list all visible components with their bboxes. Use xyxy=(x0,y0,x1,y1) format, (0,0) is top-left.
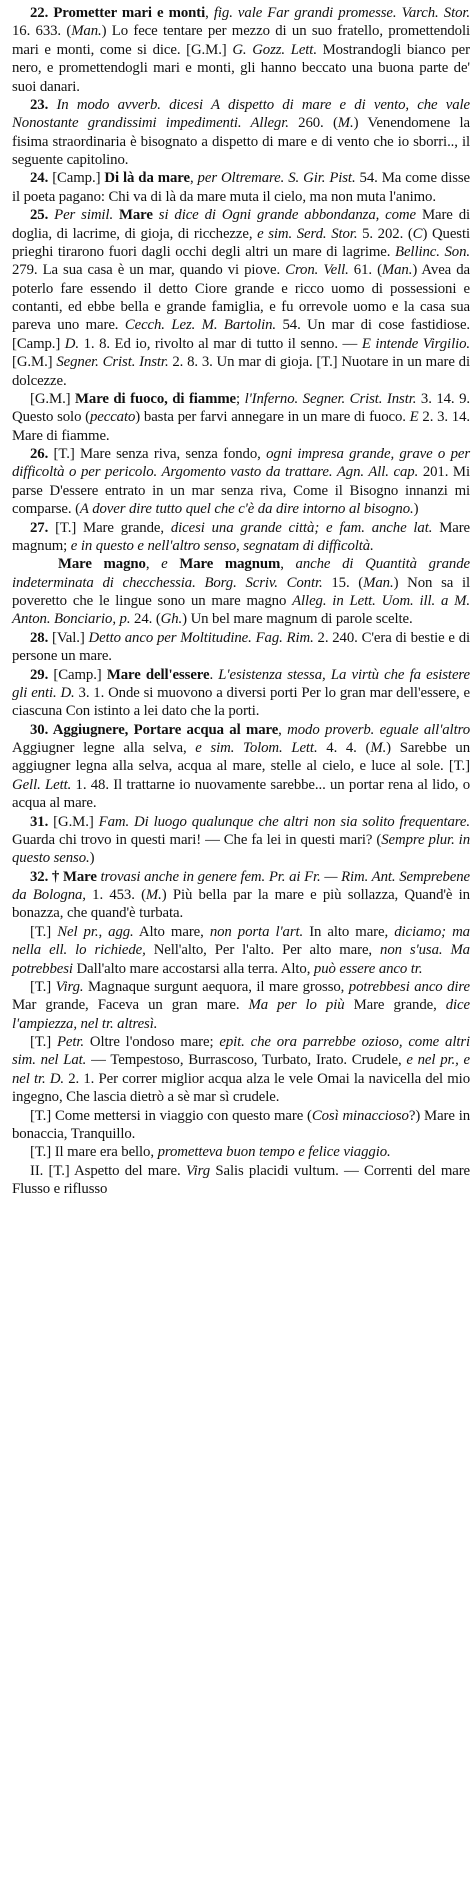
italic-text: modo proverb. eguale all'altro xyxy=(287,721,470,738)
headword: Prometter mari e monti xyxy=(53,5,206,21)
entry-text: [Camp.] xyxy=(52,170,105,187)
italic-text: L'esistenza stessa, La virtù che fa esistere gli enti. D. xyxy=(12,666,470,701)
italic-text: dice l'ampiezza, nel tr. altresì. xyxy=(12,997,470,1032)
entry-text: ) Più bella par la mare e più sollazza, Quand'è in bonazza, che quand'è turbata. xyxy=(12,887,470,922)
dictionary-entry-e32f xyxy=(12,1143,470,1161)
headword: Mare xyxy=(119,207,153,224)
italic-text: e sim. Tolom. Lett. xyxy=(195,740,318,756)
italic-text: G. Gozz. Lett. xyxy=(232,41,317,58)
entry-text: Alto mare, xyxy=(133,923,210,940)
entry-text: 1. 8. Ed io, rivolto al mar di tutto il senno. — xyxy=(78,335,362,352)
italic-text: E intende Virgilio. xyxy=(361,335,470,352)
italic-text: Alleg. in Lett. Uom. ill. a M. Anton. Bonciario, p. xyxy=(12,593,470,628)
italic-text: A dover dire tutto quel che c'è da dire intorno al bisogno. xyxy=(79,501,414,518)
entry-text: ) Questi prieghi tirarono fuori dagli occhi degli altri un mare di lagrime. xyxy=(12,225,470,260)
dictionary-entry-e24 xyxy=(12,169,470,206)
entry-text: [Val.] xyxy=(52,629,89,646)
entry-text: 4. 4. ( xyxy=(317,740,371,756)
entry-number: 29. xyxy=(30,666,54,683)
italic-text: Petr. xyxy=(56,1034,85,1050)
entry-text: ) xyxy=(413,501,419,518)
italic-text: fig. vale Far grandi promesse. Varch. Stor. xyxy=(213,5,471,21)
entry-text: [T.] xyxy=(30,978,56,995)
entry-text: 279. La sua casa è un mar, quando vi piove. xyxy=(12,262,286,279)
entry-text: [G.M.] xyxy=(53,813,99,830)
headword: Mare magno xyxy=(58,556,146,573)
entry-text: 54. Ma come disse il poeta pagano: Chi va di là da mare muta il cielo, ma non muta l'animo. xyxy=(12,170,470,205)
entry-text: Nell'alto, Per l'alto. Per alto mare, xyxy=(145,942,381,959)
italic-text: D. xyxy=(64,335,79,352)
italic-text: epit. che ora parrebbe ozioso, come altri sim. nel Lat. xyxy=(12,1034,471,1069)
entry-text: ?) Mare in bonaccia, Tranquillo. xyxy=(12,1107,470,1142)
entry-number: 28. xyxy=(30,629,53,646)
italic-text: l'Inferno. Segner. Crist. Instr. xyxy=(244,390,417,407)
dictionary-entry-e25 xyxy=(12,206,470,390)
entry-text: 54. Un mar di cose fastidiose. [Camp.] xyxy=(12,317,471,352)
entry-text: 3. 14. 9. Questo solo ( xyxy=(12,390,470,426)
italic-text: M. xyxy=(370,740,387,756)
headword: Di là da mare xyxy=(104,170,190,187)
entry-text: 1. 48. Il trattarne io nuovamente sarebbe... un portar rena al lido, o acqua al mare. xyxy=(12,776,470,812)
dictionary-entry-e28 xyxy=(12,629,470,666)
dictionary-entry-e32e xyxy=(12,1107,470,1144)
italic-text: Sempre plur. in questo senso. xyxy=(12,831,470,867)
entry-number: 31. xyxy=(30,813,54,830)
entry-text: Guarda chi trovo in questi mari! — Che fa lei in questi mari? ( xyxy=(12,831,382,848)
entry-text: Dall'alto mare accostarsi alla terra. Alto, xyxy=(72,960,314,977)
entry-text: 24. ( xyxy=(130,611,161,628)
dictionary-entry-e22 xyxy=(12,4,470,96)
entry-number: 23. xyxy=(30,96,57,113)
dictionary-entry-e23 xyxy=(12,96,470,170)
entry-text: , xyxy=(205,5,214,21)
entry-text: ) Sarebbe un aggiugner legna alla selva, acqua al mare, stelle al cielo, e luce al sole. [T.] xyxy=(12,740,470,775)
italic-text: Così minaccioso xyxy=(311,1107,409,1124)
italic-text: In modo avverb. dicesi A dispetto di mare e di vento, che vale Nonostante grandissimi impedimenti. Allegr. xyxy=(12,96,470,132)
italic-text: prometteva buon tempo e felice viaggio. xyxy=(157,1144,391,1161)
entry-text: , xyxy=(145,556,162,573)
dictionary-entry-e30 xyxy=(12,721,470,813)
dictionary-entry-e32d xyxy=(12,1033,470,1107)
entry-text: , xyxy=(280,556,296,573)
entry-text: 201. Mi parse D'essere entrato in un mar senza riva, Come il Bisogno innanzi mi comparse. ( xyxy=(12,464,471,518)
entry-text: [G.M.] xyxy=(30,390,76,407)
italic-text: si dice di Ogni grande abbondanza, come xyxy=(152,207,422,224)
entry-text: [T.] Mare senza riva, senza fondo, xyxy=(53,446,267,462)
italic-text: e xyxy=(161,556,168,573)
italic-text: Virg. xyxy=(55,978,84,995)
italic-text: diciamo; ma nella ell. lo richiede, xyxy=(12,923,470,959)
italic-text: per Oltremare. S. Gir. Pist. xyxy=(197,170,356,187)
entry-text: [Camp.] xyxy=(53,666,107,683)
italic-text: E xyxy=(409,409,419,426)
italic-text: ogni impresa grande, grave o per difficoltà o per pericolo. Argomento vasto da trattare. Agn. All. cap. xyxy=(12,446,470,481)
entry-text: ) Un bel mare magnum di parole scelte. xyxy=(182,611,413,628)
entry-text: Oltre l'ondoso mare; xyxy=(84,1034,220,1050)
entry-text: ) basta per farvi annegare in un mare di fuoco. xyxy=(135,409,410,426)
entry-text: , xyxy=(278,721,288,738)
italic-text: Nel pr., agg. xyxy=(57,923,134,940)
italic-text: non porta l'art. xyxy=(209,923,304,940)
italic-text: Bellinc. Son. xyxy=(395,243,470,260)
entry-text: [T.] xyxy=(30,1034,57,1050)
italic-text: Cecch. Lez. M. Bartolin. xyxy=(124,317,277,334)
italic-text: dicesi una grande città; e fam. anche lat. xyxy=(170,519,433,536)
entry-text: Mostrandogli bianco per nero, e promettendogli mari e monti, gli hanno beccato una buona parte de' suoi danari. xyxy=(12,41,470,95)
italic-text: potrebbesi anco dire xyxy=(348,978,470,995)
italic-text: Gh. xyxy=(160,611,183,628)
entry-text: Salis placidi vultum. — Correnti del mare Flusso e riflusso xyxy=(12,1162,470,1197)
entry-text: ) xyxy=(89,850,95,867)
entry-text: , xyxy=(189,170,198,187)
dictionary-entry-e26 xyxy=(12,445,470,519)
italic-text: Cron. Vell. xyxy=(285,262,349,279)
italic-text: e in questo e nell'altro senso, segnatam di difficoltà. xyxy=(70,537,374,554)
dictionary-entry-e32c xyxy=(12,978,470,1033)
entry-text: [T.] xyxy=(30,923,58,940)
headword: Aggiugnere, Portare acqua al mare xyxy=(52,721,279,738)
entry-text: 61. ( xyxy=(348,262,382,279)
entry-text: In alto mare, xyxy=(303,923,395,940)
headword: Mare magnum xyxy=(167,556,281,573)
entry-text: 2. 8. 3. Un mar di gioja. [T.] Nuotare in un mare di dolcezze. xyxy=(12,354,470,389)
entry-number: 26. xyxy=(30,446,54,462)
dictionary-entry-e25b xyxy=(12,390,470,445)
dictionary-entry-e31 xyxy=(12,813,470,868)
entry-text: Mare grande, xyxy=(344,997,446,1014)
dictionary-entry-e27 xyxy=(12,519,470,556)
italic-text: Ma per lo più xyxy=(248,997,345,1014)
entry-text: ) Venendomene la fisima straordinaria è bisognato a dispetto di mare e di vento che io sborri.., il seguente capitolino. xyxy=(12,115,470,168)
italic-text: Segner. Crist. Instr. xyxy=(56,354,169,371)
entry-text: ) Non sa il poveretto che le lingue sono un mare magno xyxy=(12,574,470,609)
entry-text: ) Lo fece tentare per mezzo di un suo fratello, promettendoli mari e monti, come si dice. [G.M.] xyxy=(12,23,470,58)
entry-text: [G.M.] xyxy=(12,354,57,371)
entry-text: — Tempestoso, Burrascoso, Turbato, Irato. Crudele, xyxy=(86,1052,407,1069)
entry-text: . xyxy=(209,666,219,683)
entry-text: II. [T.] Aspetto del mare. xyxy=(30,1162,186,1179)
dictionary-entry-e29 xyxy=(12,666,470,721)
entry-text: 1. 453. ( xyxy=(85,887,146,903)
entry-text: 2. 1. Per correr miglior acqua alza le vele Omai la navicella del mio ingegno, Che lascia dietrò a sè mar sì crudele. xyxy=(12,1070,470,1106)
entry-number: 24. xyxy=(30,170,53,187)
headword: Mare dell'essere xyxy=(106,666,210,683)
entry-text: Magnaque surgunt aequora, il mare grosso, xyxy=(83,978,349,995)
entry-number: 27. xyxy=(30,519,56,536)
italic-text: Man. xyxy=(71,23,102,40)
entry-text: 2. 3. 14. Mare di fiamme. xyxy=(12,409,470,444)
italic-text: Gell. Lett. xyxy=(12,776,72,793)
headword: Mare xyxy=(63,868,97,885)
entry-number: 32. † xyxy=(30,868,63,885)
entry-text: [T.] Come mettersi in viaggio con questo mare ( xyxy=(30,1107,312,1124)
entry-number: 22. xyxy=(30,5,54,21)
italic-text: Per simil. xyxy=(54,207,119,224)
entry-number: 30. xyxy=(30,721,53,738)
entry-text: Mare di doglia, di lacrime, di gioja, di ricchezze, xyxy=(12,207,471,242)
italic-text: Fam. Di luogo qualunque che altri non sia solito frequentare. xyxy=(98,813,470,830)
dictionary-entry-e32 xyxy=(12,868,470,923)
headword: Mare di fuoco, di fiamme xyxy=(75,390,237,407)
entry-text: Mare magnum; xyxy=(12,519,471,554)
entry-text: 2. 240. C'era di bestie e di persone un mare. xyxy=(12,629,471,665)
italic-text: e nel pr., e nel tr. D. xyxy=(12,1052,471,1087)
italic-text: trovasi anche in genere fem. Pr. ai Fr. — Rim. Ant. Semprebene da Bologna, xyxy=(12,868,470,903)
entry-text: 15. ( xyxy=(322,574,364,591)
entry-text: [T.] Mare grande, xyxy=(55,519,171,536)
italic-text: peccato xyxy=(89,409,136,426)
italic-text: non s'usa. Ma potrebbesi xyxy=(12,942,470,977)
entry-text: Mar grande, Faceva un gran mare. xyxy=(12,997,249,1014)
entry-text: 16. 633. ( xyxy=(12,23,72,40)
entry-text: [T.] Il mare era bello, xyxy=(30,1144,158,1161)
dictionary-entry-eII xyxy=(12,1162,470,1199)
italic-text: Virg xyxy=(185,1162,211,1179)
italic-text: Man. xyxy=(363,574,394,591)
entry-text: 260. ( xyxy=(288,115,338,132)
dictionary-entry-e27b xyxy=(12,555,470,629)
entry-text: 5. 202. ( xyxy=(357,225,413,242)
italic-text: e sim. Serd. Stor. xyxy=(257,225,358,242)
italic-text: può essere anco tr. xyxy=(313,960,423,977)
italic-text: M. xyxy=(337,115,354,132)
entry-text: Aggiugner legne alla selva, xyxy=(12,740,196,756)
italic-text: C xyxy=(412,225,423,242)
dictionary-entry-e32b xyxy=(12,923,470,978)
entry-text: ) Avea da poterlo fare essendo il detto Ciore grande e ricco uomo di possessioni e contanti, ed ebbe bella e grande famiglia, e fu orrevole uomo e la casa sua pareva uno mare. xyxy=(12,262,470,334)
italic-text: Detto anco per Moltitudine. Fag. Rim. xyxy=(88,629,314,646)
entry-text: 3. 1. Onde si muovono a diversi porti Per lo gran mar dell'essere, e ciascuna Con istinto a lei dato che la porti. xyxy=(12,684,471,720)
entry-number: 25. xyxy=(30,207,55,224)
italic-text: anche di Quantità grande indeterminata di checchessia. Borg. Scriv. Contr. xyxy=(12,556,470,591)
entry-text: ; xyxy=(236,390,245,407)
italic-text: Man. xyxy=(381,262,413,279)
italic-text: M. xyxy=(145,887,162,903)
